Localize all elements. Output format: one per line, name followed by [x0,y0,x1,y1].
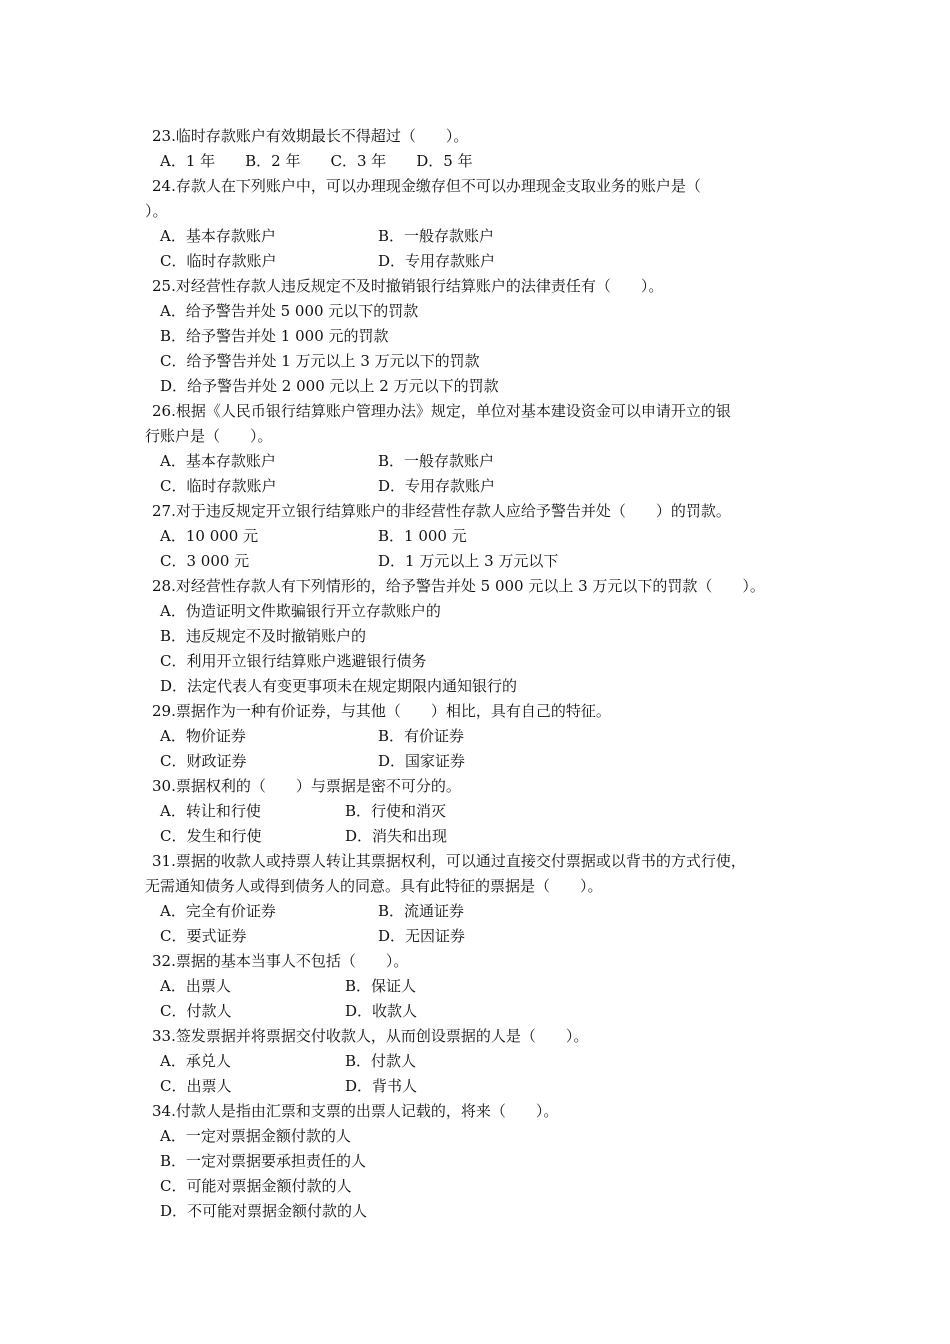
option-c: C．财政证券 [160,752,247,770]
option-c: C．发生和行使 [160,827,262,845]
option-a: A．完全有价证券 [160,902,276,920]
option-d: D．消失和出现 [345,827,448,845]
option-d: D．不可能对票据金额付款的人 [160,1202,368,1220]
option-a: A．一定对票据金额付款的人 [160,1127,351,1145]
question-26-stem-continued: 行账户是（ ）。 [145,427,273,445]
question-31-stem-continued: 无需通知债务人或得到债务人的同意。具有此特征的票据是（ ）。 [145,877,603,895]
option-a: A．给予警告并处 5 000 元以下的罚款 [160,302,419,320]
question-number: 32. [152,952,176,970]
question-stem: 根据《人民币银行结算账户管理办法》规定，单位对基本建设资金可以申请开立的银 [175,402,731,420]
option-c: C．要式证券 [160,927,247,945]
question-number: 26. [152,402,176,420]
question-30 [152,776,461,796]
question-number: 29. [152,702,176,720]
option-d: D．法定代表人有变更事项未在规定期限内通知银行的 [160,677,518,695]
option-d: D．专用存款账户 [378,252,496,270]
option-d: D．给予警告并处 2 000 元以上 2 万元以下的罚款 [160,377,499,395]
question-26 [152,401,731,421]
question-24 [152,176,701,196]
question-number: 30. [152,777,176,795]
question-33 [152,1026,588,1046]
option-b: B．1 000 元 [378,527,467,545]
question-stem: 临时存款账户有效期最长不得超过（ ）。 [175,127,469,145]
option-d: D．收款人 [345,1002,418,1020]
option-c: C．3 000 元 [160,552,250,570]
question-23 [152,126,468,146]
question-stem: 对经营性存款人有下列情形的，给予警告并处 5 000 元以上 3 万元以下的罚款（ ）。 [175,577,765,595]
question-stem: 票据权利的（ ）与票据是密不可分的。 [175,777,461,795]
question-34 [152,1101,558,1121]
option-b: B．付款人 [345,1052,417,1070]
question-29 [152,701,611,721]
option-a: A．承兑人 [160,1052,231,1070]
option-b: B．一般存款账户 [378,227,495,245]
option-c: C．临时存款账户 [160,252,277,270]
question-stem: 票据作为一种有价证券，与其他（ ）相比，具有自己的特征。 [175,702,611,720]
option-b: B．保证人 [345,977,417,995]
question-32 [152,951,408,971]
option-a: A．转让和行使 [160,802,261,820]
option-c: C．出票人 [160,1077,232,1095]
option-c: C．给予警告并处 1 万元以上 3 万元以下的罚款 [160,352,480,370]
option-b: B．违反规定不及时撤销账户的 [160,627,367,645]
question-stem: 存款人在下列账户中，可以办理现金缴存但不可以办理现金支取业务的账户是（ [175,177,701,195]
question-number: 27. [152,502,176,520]
question-25 [152,276,663,296]
option-b: B．一定对票据要承担责任的人 [160,1152,367,1170]
option-c: C．利用开立银行结算账户逃避银行债务 [160,652,427,670]
question-stem: 对经营性存款人违反规定不及时撤销银行结算账户的法律责任有（ ）。 [175,277,664,295]
option-c: C．可能对票据金额付款的人 [160,1177,352,1195]
option-d: D．1 万元以上 3 万元以下 [378,552,559,570]
option-a: A．10 000 元 [160,527,259,545]
option-d: D．无因证券 [378,927,466,945]
question-27 [152,501,731,521]
option-d: D．背书人 [345,1077,418,1095]
option-a: A．伪造证明文件欺骗银行开立存款账户的 [160,602,441,620]
option-a: A．基本存款账户 [160,452,276,470]
question-23-options: A．1 年 B．2 年 C．3 年 D．5 年 [160,152,473,170]
question-stem: 对于违反规定开立银行结算账户的非经营性存款人应给予警告并处（ ）的罚款。 [175,502,731,520]
question-stem: 票据的收款人或持票人转让其票据权利，可以通过直接交付票据或以背书的方式行使， [175,852,746,870]
option-b: B．给予警告并处 1 000 元的罚款 [160,327,389,345]
question-stem: 票据的基本当事人不包括（ ）。 [175,952,409,970]
question-number: 25. [152,277,176,295]
option-b: B．有价证券 [378,727,465,745]
question-number: 34. [152,1102,176,1120]
question-31 [152,851,746,871]
option-b: B．行使和消灭 [345,802,447,820]
option-c: C．付款人 [160,1002,232,1020]
option-b: B．流通证券 [378,902,465,920]
question-number: 33. [152,1027,176,1045]
question-stem: 签发票据并将票据交付收款人，从而创设票据的人是（ ）。 [175,1027,589,1045]
option-d: D．国家证券 [378,752,466,770]
question-24-stem-continued: ）。 [145,202,168,220]
question-number: 28. [152,577,176,595]
question-28 [152,576,765,596]
option-d: D．专用存款账户 [378,477,496,495]
option-b: B．一般存款账户 [378,452,495,470]
option-a: A．基本存款账户 [160,227,276,245]
option-c: C．临时存款账户 [160,477,277,495]
question-number: 23. [152,127,176,145]
question-number: 24. [152,177,176,195]
question-number: 31. [152,852,176,870]
question-stem: 付款人是指由汇票和支票的出票人记载的，将来（ ）。 [175,1102,559,1120]
option-a: A．出票人 [160,977,231,995]
option-a: A．物价证券 [160,727,246,745]
